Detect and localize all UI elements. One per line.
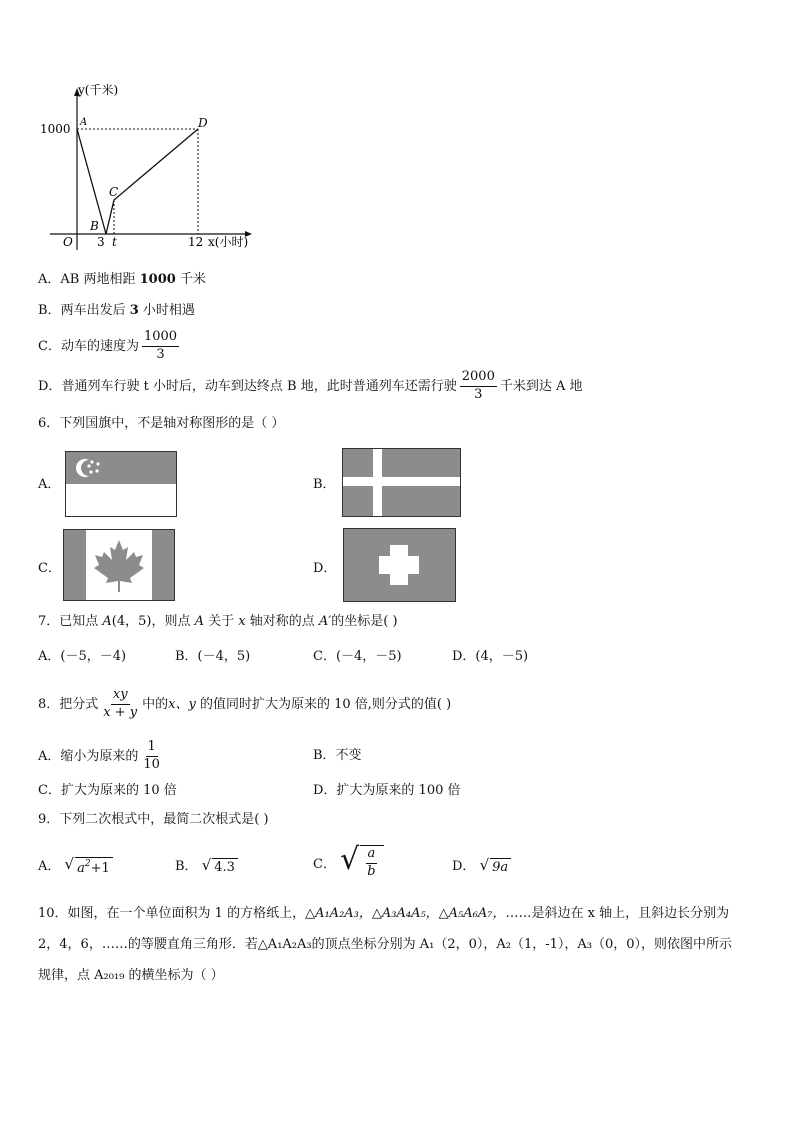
q6-label-b: B． — [313, 477, 336, 492]
q8-option-c: C．扩大为原来的 10 倍 — [38, 783, 177, 798]
flag-denmark — [342, 448, 461, 517]
q9-option-c: C． √ $\frac{a}{b}$ — [313, 845, 384, 880]
flag-switzerland — [343, 528, 456, 602]
point-d-label: D — [198, 116, 208, 130]
sqrt-4-point-3: √ 4.3 — [202, 858, 238, 875]
q10-line-2: 2，4，6，……的等腰直角三角形．若△A₁A₂A₃的顶点坐标分别为 A₁（2，0），A₂（1，-1），A₃（0，0），则依图中所示 — [38, 937, 733, 952]
flag-canada — [63, 529, 175, 601]
fraction-1000-over-3: $\frac{1000}{3}$ — [143, 329, 178, 362]
q8-option-a: A．缩小为原来的 $\frac{1}{10}$ — [38, 739, 160, 772]
x-axis-label: x(小时) — [208, 235, 249, 249]
q5-option-d: D．普通列车行驶 t 小时后，动车到达终点 B 地，此时普通列车还需行驶 $\frac{2000}{3}$ 千米到达 A 地 — [38, 369, 583, 402]
fraction-1-over-10: $\frac{1}{10}$ — [143, 739, 160, 772]
q9-option-b: B． √ 4.3 — [175, 855, 238, 875]
q6-label-a: A． — [38, 477, 61, 492]
q10-line-1: 10．如图，在一个单位面积为 1 的方格纸上，△A₁A₂A₃，△A₃A₄A₅，△A₅A₆A₇，……是斜边在 x 轴上，且斜边长分别为 — [38, 906, 730, 921]
sqrt-9a: √ 9a — [480, 858, 512, 875]
flag-singapore — [65, 451, 177, 517]
q10-line-3: 规律，点 A₂₀₁₉ 的横坐标为（ ） — [38, 968, 224, 983]
y-axis-label: y(千米) — [78, 83, 119, 97]
point-c-label: C — [109, 185, 119, 199]
q9-option-a: A． √ $a^2+1$ — [38, 855, 113, 876]
fraction-2000-over-3: $\frac{2000}{3}$ — [461, 369, 495, 402]
q5-option-a: A．AB 两地相距 1000 千米 — [38, 272, 206, 287]
q8-option-b: B．不变 — [313, 748, 362, 763]
fraction-xy-over-x-plus-y: $\frac{xy}{x + y}$ — [103, 687, 138, 720]
q7-stem: 7．已知点 A(4，5)，则点 A 关于 x 轴对称的点 A′的坐标是( ) — [38, 614, 398, 629]
q9-option-d: D． √ 9a — [452, 855, 511, 875]
q7-option-b: B．(－4，5) — [175, 649, 251, 664]
sqrt-a-over-b: √ $\frac{a}{b}$ — [340, 845, 383, 880]
x-tick-12: 12 — [188, 235, 204, 249]
q6-label-c: C． — [38, 561, 61, 576]
distance-time-graph — [30, 80, 270, 255]
point-b-label: B — [90, 219, 99, 233]
q9-stem: 9．下列二次根式中，最简二次根式是( ) — [38, 812, 269, 827]
point-a-label: A — [80, 117, 88, 128]
q5-option-b: B．两车出发后 3 小时相遇 — [38, 303, 195, 318]
sqrt-a-squared-plus-1: √ $a^2+1$ — [65, 857, 113, 876]
q8-option-d: D．扩大为原来的 100 倍 — [313, 783, 461, 798]
q6-stem: 6．下列国旗中，不是轴对称图形的是（ ） — [38, 416, 285, 431]
q5-option-c: C．动车的速度为 $\frac{1000}{3}$ — [38, 329, 178, 362]
x-tick-3: 3 — [97, 235, 105, 249]
q7-option-d: D．(4，－5) — [452, 649, 529, 664]
maple-leaf-icon — [92, 538, 146, 594]
q6-label-d: D． — [313, 561, 337, 576]
origin-label: O — [63, 235, 73, 249]
x-tick-t: t — [112, 235, 117, 249]
q8-stem: 8．把分式 $\frac{xy}{x + y}$ 中的x、y 的值同时扩大为原来的 10 倍,则分式的值( ) — [38, 687, 452, 720]
crescent-stars-icon — [72, 454, 106, 482]
y-tick-1000: 1000 — [40, 122, 71, 136]
q7-option-c: C．(－4，－5) — [313, 649, 402, 664]
q7-option-a: A．(－5，－4) — [38, 649, 127, 664]
